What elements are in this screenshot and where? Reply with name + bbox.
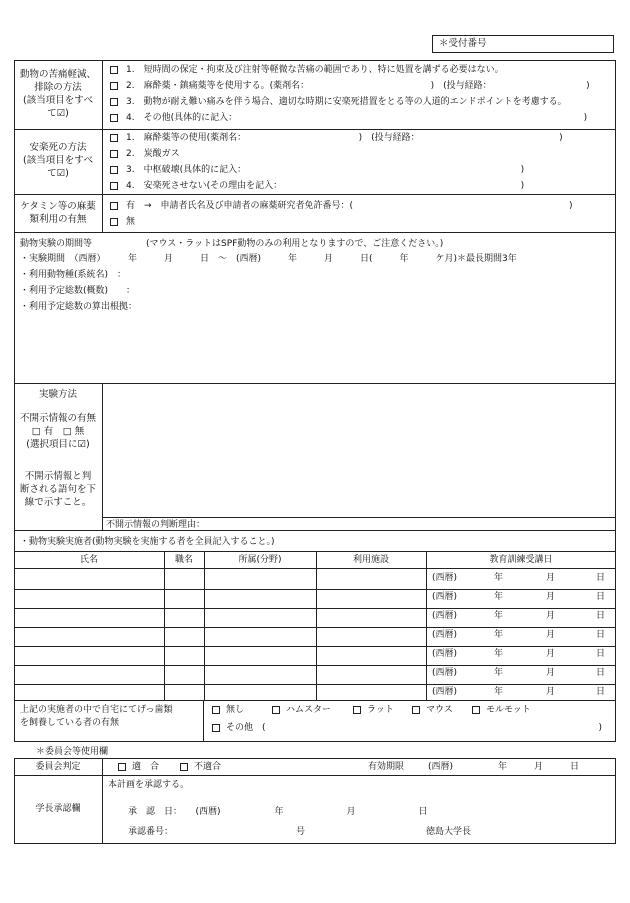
- method-text-area[interactable]: [103, 384, 615, 516]
- judge-pass-checkbox[interactable]: [118, 763, 126, 771]
- approve-date[interactable]: 承 認 日： (西暦) 年 月 日: [128, 807, 428, 817]
- pain-checkbox-3[interactable]: [110, 98, 118, 106]
- ketamine-yes-text: 有 → 申請者氏名及び申請者の麻薬研究者免許番号：( ): [126, 201, 573, 211]
- valid-period-label: 有効期限: [368, 762, 405, 772]
- method-label: 実験方法: [38, 389, 77, 400]
- pet-other-checkbox[interactable]: [212, 724, 220, 732]
- judge-fail-checkbox[interactable]: [180, 763, 188, 771]
- euthanasia-checkbox-3[interactable]: [110, 166, 118, 174]
- ketamine-label: ケタミン等の麻薬 類利用の有無: [20, 201, 96, 225]
- euthanasia-item-4: 4. 安楽死させない(その理由を記入： ): [126, 181, 525, 191]
- method-disclose: 不開示情報の有無 □ 有 □ 無 (選択項目に☑): [16, 412, 100, 451]
- pain-item-3: 3. 動物が耐え難い痛みを伴う場合、適切な時期に安楽死措置をとる等の人道的エンドポイントを考慮する。: [126, 97, 567, 107]
- training-date-part[interactable]: 月: [546, 687, 556, 697]
- training-date-part[interactable]: 年: [494, 687, 504, 697]
- pet-none-checkbox[interactable]: [212, 706, 220, 714]
- euthanasia-checkbox-2[interactable]: [110, 150, 118, 158]
- col-training-date: 教育訓練受講日: [489, 555, 553, 565]
- period-species[interactable]: ・利用動物種(系統名) ：: [20, 270, 127, 280]
- training-date-part: (西暦): [432, 592, 458, 602]
- training-date-part[interactable]: 月: [546, 611, 556, 621]
- training-date-part[interactable]: 日: [596, 668, 606, 678]
- training-date-part[interactable]: 日: [596, 611, 606, 621]
- pet-none: 無し: [226, 705, 245, 715]
- training-date-part[interactable]: 日: [596, 592, 606, 602]
- training-date-part: (西暦): [432, 649, 458, 659]
- performers-title: ・動物実験実施者(動物実験を実施する者を全員記入すること。): [20, 537, 275, 547]
- training-date-part[interactable]: 年: [494, 611, 504, 621]
- period-count[interactable]: ・利用予定総数(概数) ：: [20, 286, 136, 296]
- training-date-part[interactable]: 年: [494, 573, 504, 583]
- pain-item-2: 2. 麻酔薬・鎮痛薬等を使用する。(薬剤名： ) (投与経路： ): [126, 81, 590, 91]
- receipt-number-box[interactable]: [432, 35, 614, 53]
- training-date-part[interactable]: 月: [546, 668, 556, 678]
- training-date-part[interactable]: 月: [546, 649, 556, 659]
- ketamine-no-text: 無: [126, 217, 136, 227]
- ketamine-no-checkbox[interactable]: [110, 218, 118, 226]
- training-date-part[interactable]: 年: [494, 668, 504, 678]
- pain-item-4: 4. その他(具体的に記入： ): [126, 113, 588, 123]
- pet-mouse: マウス: [426, 705, 453, 715]
- training-date-part: (西暦): [432, 611, 458, 621]
- col-name: 氏名: [79, 555, 98, 565]
- training-date-part[interactable]: 日: [596, 687, 606, 697]
- period-note: (マウス・ラットはSPF動物のみの利用となりますので、ご注意ください。): [146, 239, 444, 249]
- euthanasia-item-1: 1. 麻酔薬等の使用(薬剤名： ) (投与経路： ): [126, 133, 563, 143]
- col-facility: 利用施設: [352, 555, 389, 565]
- pet-hamster: ハムスター: [286, 705, 332, 715]
- training-date-part: (西暦): [432, 573, 458, 583]
- pain-item-1: 1. 短時間の保定・拘束及び注射等軽微な苦痛の範囲であり、特に処置を講ずる必要はない。: [126, 65, 504, 75]
- approve-number-label: 承認番号：: [128, 827, 174, 837]
- training-date-part[interactable]: 日: [596, 630, 606, 640]
- method-underline-note: 不開示情報と判 断される語句を下 線で示すこと。: [19, 471, 96, 508]
- euthanasia-label: 安楽死の方法 (該当項目をすべ て☑): [22, 142, 94, 179]
- training-date-part[interactable]: 年: [494, 592, 504, 602]
- pet-mouse-checkbox[interactable]: [412, 706, 420, 714]
- training-date-part[interactable]: 年: [494, 649, 504, 659]
- ketamine-yes-checkbox[interactable]: [110, 202, 118, 210]
- disclose-options[interactable]: □ 有 □ 無: [31, 426, 85, 437]
- training-date-part: (西暦): [432, 630, 458, 640]
- euthanasia-checkbox-4[interactable]: [110, 182, 118, 190]
- col-title: 職名: [174, 555, 193, 565]
- training-date-part: (西暦): [432, 687, 458, 697]
- training-date-part[interactable]: 月: [546, 630, 556, 640]
- euthanasia-checkbox-1[interactable]: [110, 134, 118, 142]
- pain-checkbox-4[interactable]: [110, 114, 118, 122]
- training-date-part[interactable]: 月: [546, 592, 556, 602]
- pet-rat: ラット: [367, 705, 394, 715]
- pain-relief-label: 動物の苦痛軽減、 排除の方法 (該当項目をすべ て☑): [19, 69, 96, 119]
- pain-checkbox-1[interactable]: [110, 66, 118, 74]
- training-date-part[interactable]: 日: [596, 649, 606, 659]
- pain-checkbox-2[interactable]: [110, 82, 118, 90]
- approve-text: 本計画を承認する。: [108, 780, 190, 790]
- university-president: 徳島大学長: [426, 827, 472, 837]
- pet-guinea-pig-checkbox[interactable]: [472, 706, 480, 714]
- pet-rat-checkbox[interactable]: [353, 706, 361, 714]
- president-approval-label: 学長承認欄: [35, 804, 81, 814]
- committee-title: ＊委員会等使用欄: [36, 747, 109, 757]
- pet-hamster-checkbox[interactable]: [272, 706, 280, 714]
- training-date-part[interactable]: 年: [494, 630, 504, 640]
- col-affiliation: 所属(分野): [238, 555, 282, 565]
- judge-pass: 適 合: [132, 762, 160, 772]
- judge-fail: 不適合: [194, 762, 222, 772]
- pet-other[interactable]: その他 ( ): [226, 723, 603, 733]
- training-date-part[interactable]: 月: [546, 573, 556, 583]
- period-dates[interactable]: ・実験期間 （西暦） 年 月 日 ～ (西暦) 年 月 日( 年 ケ月)＊最長期間3年: [20, 254, 517, 264]
- euthanasia-item-2: 2. 炭酸ガス: [126, 149, 180, 159]
- receipt-number-label: ＊受付番号: [439, 38, 487, 49]
- period-basis[interactable]: ・利用予定総数の算出根拠：: [20, 302, 138, 312]
- euthanasia-item-3: 3. 中枢破壊(具体的に記入： ): [126, 165, 525, 175]
- nondisclosure-reason[interactable]: 不開示情報の判断理由：: [106, 520, 206, 530]
- pets-label: 上記の実施者の中で自宅にてげっ歯類 を飼養している者の有無: [20, 705, 173, 728]
- training-date-part: (西暦): [432, 668, 458, 678]
- valid-period-value[interactable]: (西暦) 年 月 日: [428, 762, 580, 772]
- training-date-part[interactable]: 日: [596, 573, 606, 583]
- period-title: 動物実験の期間等: [20, 239, 93, 249]
- pet-guinea-pig: モルモット: [486, 705, 531, 715]
- approve-number-suffix: 号: [296, 827, 306, 837]
- committee-judge-label: 委員会判定: [35, 762, 81, 772]
